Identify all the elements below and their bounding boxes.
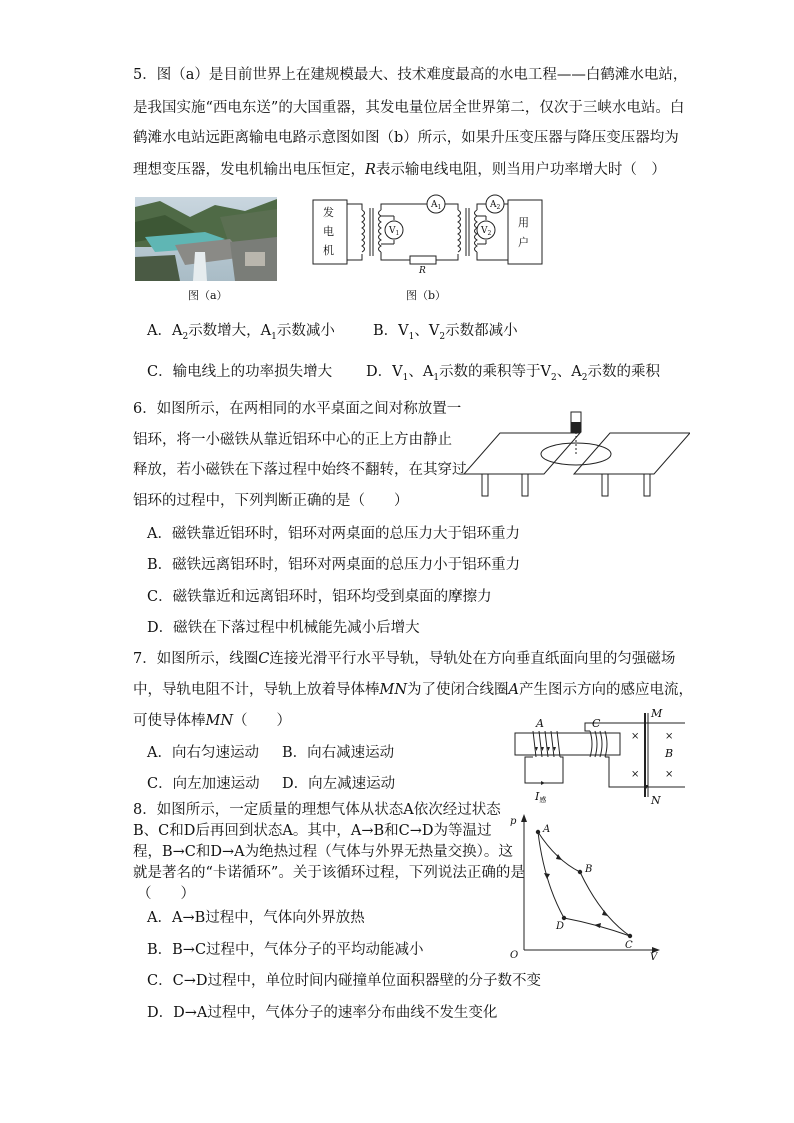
field-mark-1: ×	[631, 731, 640, 742]
q5-option-b: B．$V_1$、$V_2$示数都减小	[373, 323, 518, 342]
q5-line4-text-a: 理想变压器，发电机输出电压恒定，	[133, 162, 365, 178]
left-table	[464, 433, 580, 474]
q8-line3: 程，B→C和D→A为绝热过程（气体与外界无热量交换）。这	[133, 844, 513, 860]
q5-option-a: A．$A_2$示数增大，$A_1$示数减小	[147, 323, 335, 342]
q8-line4: 就是著名的“卡诺循环”。关于该循环过程，下列说法正确的是	[133, 865, 525, 881]
q8-line2: B、C和D后再回到状态A。其中，A→B和C→D为等温过	[133, 823, 492, 839]
q8-option-c: C．C→D过程中，单位时间内碰撞单位面积器壁的分子数不变	[147, 973, 541, 989]
q8-option-d: D．D→A过程中，气体分子的速率分布曲线不发生变化	[147, 1005, 498, 1021]
q7-option-a: A．向右匀速运动	[147, 745, 259, 761]
state-label-c: C	[625, 940, 633, 951]
carnot-pv-diagram	[506, 812, 666, 960]
label-i: I感	[535, 790, 547, 804]
label-a: A	[536, 717, 544, 730]
r-label: R	[419, 266, 426, 274]
right-table	[574, 433, 690, 474]
q6-option-c: C．磁铁靠近和远离铝环时，铝环均受到桌面的摩擦力	[147, 589, 492, 605]
curve-c-d	[564, 918, 630, 936]
axis-label-p: p	[510, 816, 517, 827]
label-b: B	[665, 747, 674, 760]
q8-line1: 8．如图所示，一定质量的理想气体从状态A依次经过状态	[133, 802, 501, 818]
coil-c	[590, 731, 607, 757]
q7-option-b: B．向右减速运动	[282, 745, 395, 761]
fig-a-caption: 图（a）	[188, 289, 228, 302]
curve-d-a	[538, 832, 564, 918]
q7-option-c: C．向左加速运动	[147, 776, 260, 792]
curve-b-c	[580, 872, 630, 936]
user-char-2: 户	[518, 236, 529, 249]
state-label-b: B	[585, 864, 593, 875]
q7-line3: 可使导体棒MN（ ）	[133, 713, 292, 729]
transmission-circuit-diagram	[310, 192, 545, 274]
label-m: M	[651, 707, 663, 720]
point-a	[536, 830, 540, 834]
label-n: N	[651, 794, 661, 805]
label-c: C	[592, 717, 601, 730]
point-d	[562, 916, 566, 920]
v2-label: $V_2$	[481, 226, 492, 237]
resistor-r-icon	[410, 256, 436, 264]
axis-label-v: V	[650, 952, 658, 960]
v1-label: $V_1$	[389, 226, 400, 237]
q8-option-a: A．A→B过程中，气体向外界放热	[147, 910, 365, 926]
q7-option-d: D．向左减速运动	[282, 776, 396, 792]
iron-core	[515, 733, 620, 755]
coil-a	[533, 731, 560, 757]
q5-line4-text-b: 表示输电线电阻，则当用户功率增大时（ ）	[375, 162, 666, 178]
field-mark-3: ×	[665, 731, 674, 742]
origin-label: O	[510, 950, 519, 960]
q5-option-c: C．输电线上的功率损失增大	[147, 364, 333, 380]
q6-option-a: A．磁铁靠近铝环时，铝环对两桌面的总压力大于铝环重力	[147, 526, 520, 542]
generator-char-2: 电	[323, 225, 334, 238]
magnet-ring-diagram	[462, 408, 690, 500]
q8-line5: （ ）	[137, 886, 195, 902]
q5-line1: 5．图（a）是目前世界上在建规模最大、技术难度最高的水电工程——白鹤滩水电站，	[133, 67, 688, 83]
state-label-a: A	[543, 824, 551, 835]
q8-option-b: B．B→C过程中，气体分子的平均动能减小	[147, 942, 424, 958]
generator-char-3: 机	[323, 244, 334, 257]
q6-line3: 释放，若小磁铁在下落过程中始终不翻转，在其穿过	[133, 462, 467, 478]
dam-photo	[135, 197, 277, 281]
coil-rail-diagram	[505, 705, 690, 805]
q5-line4	[133, 160, 666, 180]
field-mark-2: ×	[631, 769, 640, 780]
q5-option-d: D．$V_1$、$A_1$示数的乘积等于$V_2$、$A_2$示数的乘积	[366, 364, 660, 383]
user-char-1: 用	[518, 216, 529, 229]
q7-line1: 7．如图所示，线圈C连接光滑平行水平导轨，导轨处在方向垂直纸面向里的匀强磁场	[133, 651, 676, 667]
generator-char-1: 发	[323, 206, 334, 219]
q6-line1: 6．如图所示，在两相同的水平桌面之间对称放置一	[133, 401, 462, 417]
q5-line3: 鹤滩水电站远距离输电电路示意图如图（b）所示，如果升压变压器与降压变压器均为	[133, 130, 679, 146]
fig-b-caption: 图（b）	[406, 289, 447, 302]
q5-line4-r: R	[365, 162, 376, 178]
a2-label: $A_2$	[490, 200, 501, 211]
q7-line2: 中，导轨电阻不计，导轨上放着导体棒MN为了使闭合线圈A产生图示方向的感应电流，	[133, 682, 694, 698]
point-b	[578, 870, 582, 874]
q6-line4: 铝环的过程中，下列判断正确的是（ ）	[133, 493, 409, 509]
q6-option-b: B．磁铁远离铝环时，铝环对两桌面的总压力小于铝环重力	[147, 557, 521, 573]
state-label-d: D	[556, 921, 565, 932]
field-mark-4: ×	[665, 769, 674, 780]
point-c	[628, 934, 632, 938]
q6-option-d: D．磁铁在下落过程中机械能先减小后增大	[147, 620, 420, 636]
q5-line2: 是我国实施“西电东送”的大国重器，其发电量位居全世界第二，仅次于三峡水电站。白	[133, 100, 685, 116]
user-box	[508, 200, 542, 264]
q6-line2: 铝环，将一小磁铁从靠近铝环中心的正上方由静止	[133, 432, 452, 448]
a1-label: $A_1$	[431, 200, 442, 211]
